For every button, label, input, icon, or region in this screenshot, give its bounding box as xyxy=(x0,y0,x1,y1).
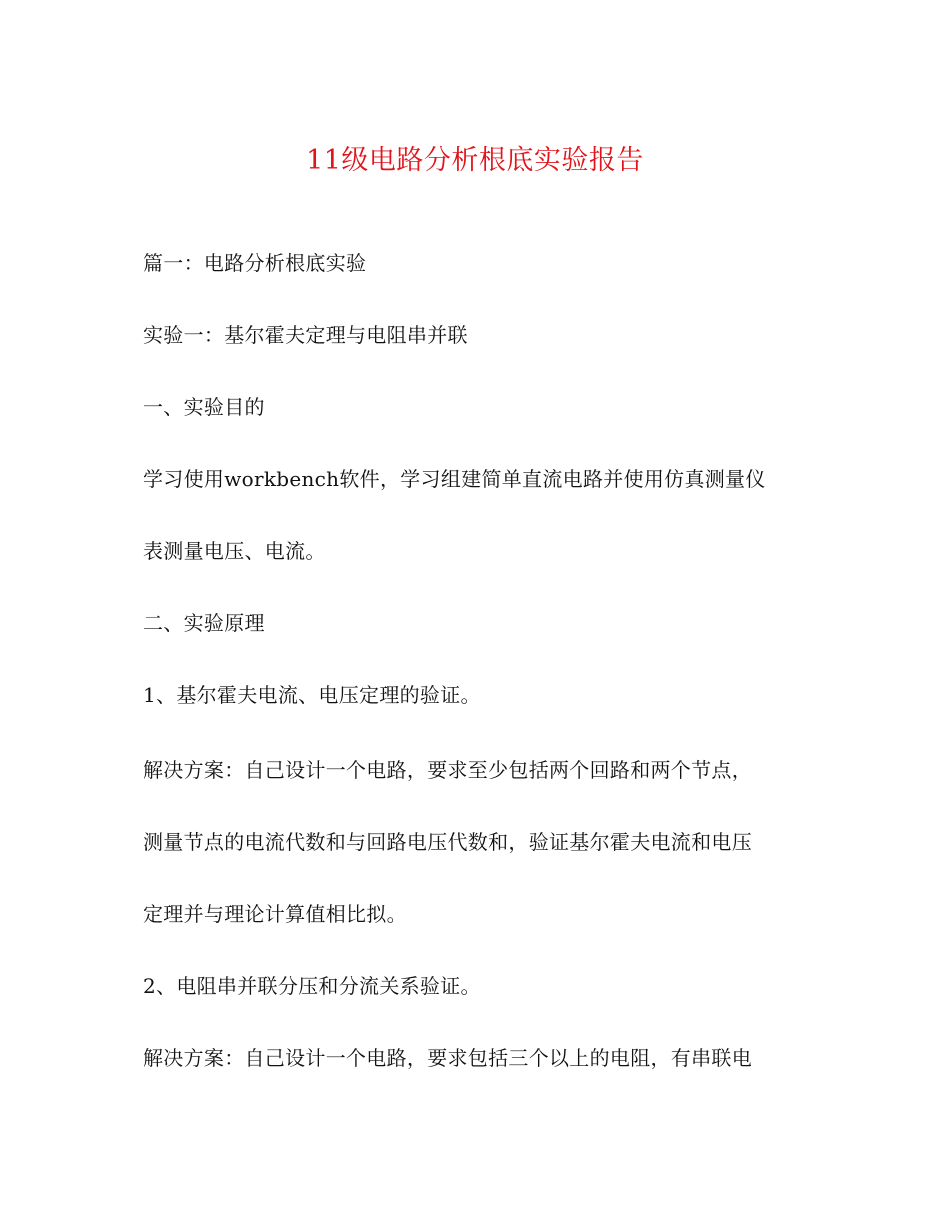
subheading-principle: 二、实验原理 xyxy=(143,611,265,635)
experiment-heading: 实验一：基尔霍夫定理与电阻串并联 xyxy=(143,323,468,347)
subheading-purpose: 一、实验目的 xyxy=(143,395,265,419)
paragraph-line: 定理并与理论计算值相比拟。 xyxy=(143,902,407,926)
paragraph-line: 表测量电压、电流。 xyxy=(143,539,326,563)
document-title: 11级电路分析根底实验报告 xyxy=(306,145,644,176)
paragraph-line: 解决方案：自己设计一个电路，要求包括三个以上的电阻，有串联电 xyxy=(143,1046,752,1070)
section-heading-part1: 篇一：电路分析根底实验 xyxy=(143,251,367,275)
paragraph-line: 解决方案：自己设计一个电路，要求至少包括两个回路和两个节点， xyxy=(143,758,752,782)
paragraph-line: 学习使用workbench软件，学习组建简单直流电路并使用仿真测量仪 xyxy=(143,467,766,491)
list-item-1: 1、基尔霍夫电流、电压定理的验证。 xyxy=(143,683,481,707)
list-item-2: 2、电阻串并联分压和分流关系验证。 xyxy=(143,974,481,998)
paragraph-line: 测量节点的电流代数和与回路电压代数和，验证基尔霍夫电流和电压 xyxy=(143,830,752,854)
